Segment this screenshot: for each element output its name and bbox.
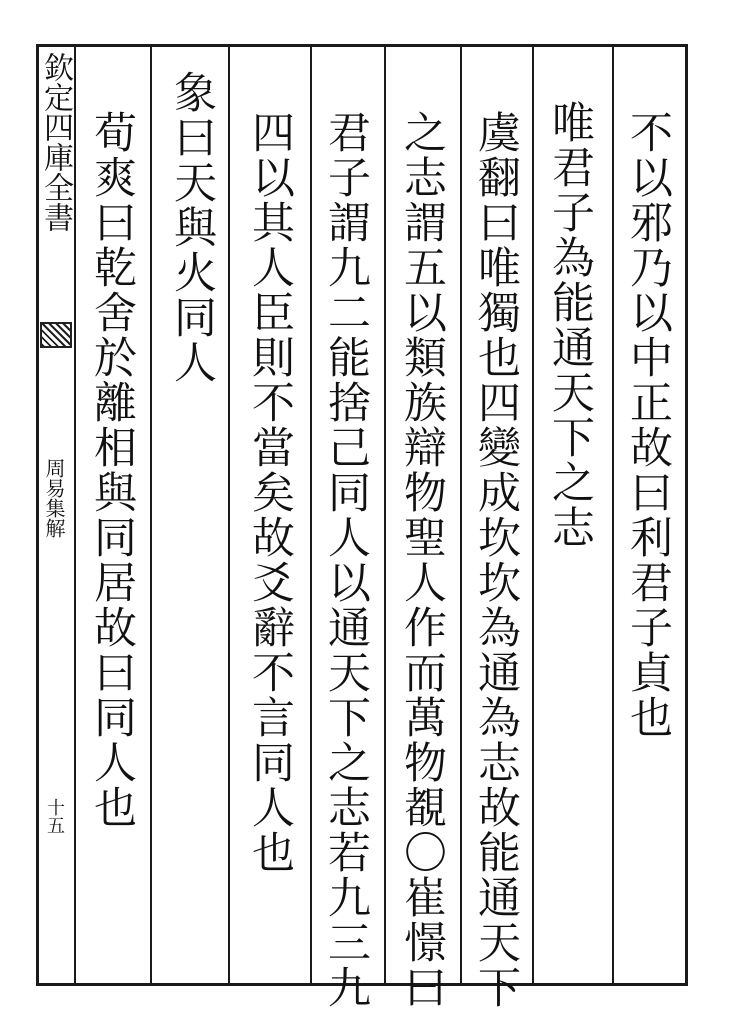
text-column-5: 君子謂九二能捨己同人以通天下之志若九三九 (321, 110, 371, 1010)
column-rule (612, 44, 614, 986)
text-column-8: 荀爽曰乾舍於離相與同居故曰同人也 (87, 110, 137, 830)
text-column-3: 虞翻曰唯獨也四變成坎坎為通為志故能通天下 (471, 110, 521, 1010)
text-column-2: 唯君子為能通天下之志 (545, 100, 595, 550)
text-column-4: 之志謂五以類族辯物聖人作而萬物覩〇崔憬曰 (397, 110, 447, 1010)
column-rule (460, 44, 462, 986)
page-number: 十五 (44, 798, 65, 834)
column-rule (310, 44, 312, 986)
text-column-1: 不以邪乃以中正故曰利君子貞也 (623, 110, 673, 740)
column-rule (384, 44, 386, 986)
fishtail-marker-icon (40, 322, 72, 348)
margin-header: 欽定四庫全書 (38, 52, 73, 232)
column-rule (228, 44, 230, 986)
text-column-6: 四以其人臣則不當矣故爻辭不言同人也 (245, 110, 295, 875)
text-column-7: 象曰天與火同人 (167, 70, 217, 385)
margin-rule (74, 44, 76, 986)
book-title: 周易集解 (42, 458, 66, 538)
column-rule (150, 44, 152, 986)
column-rule (532, 44, 534, 986)
